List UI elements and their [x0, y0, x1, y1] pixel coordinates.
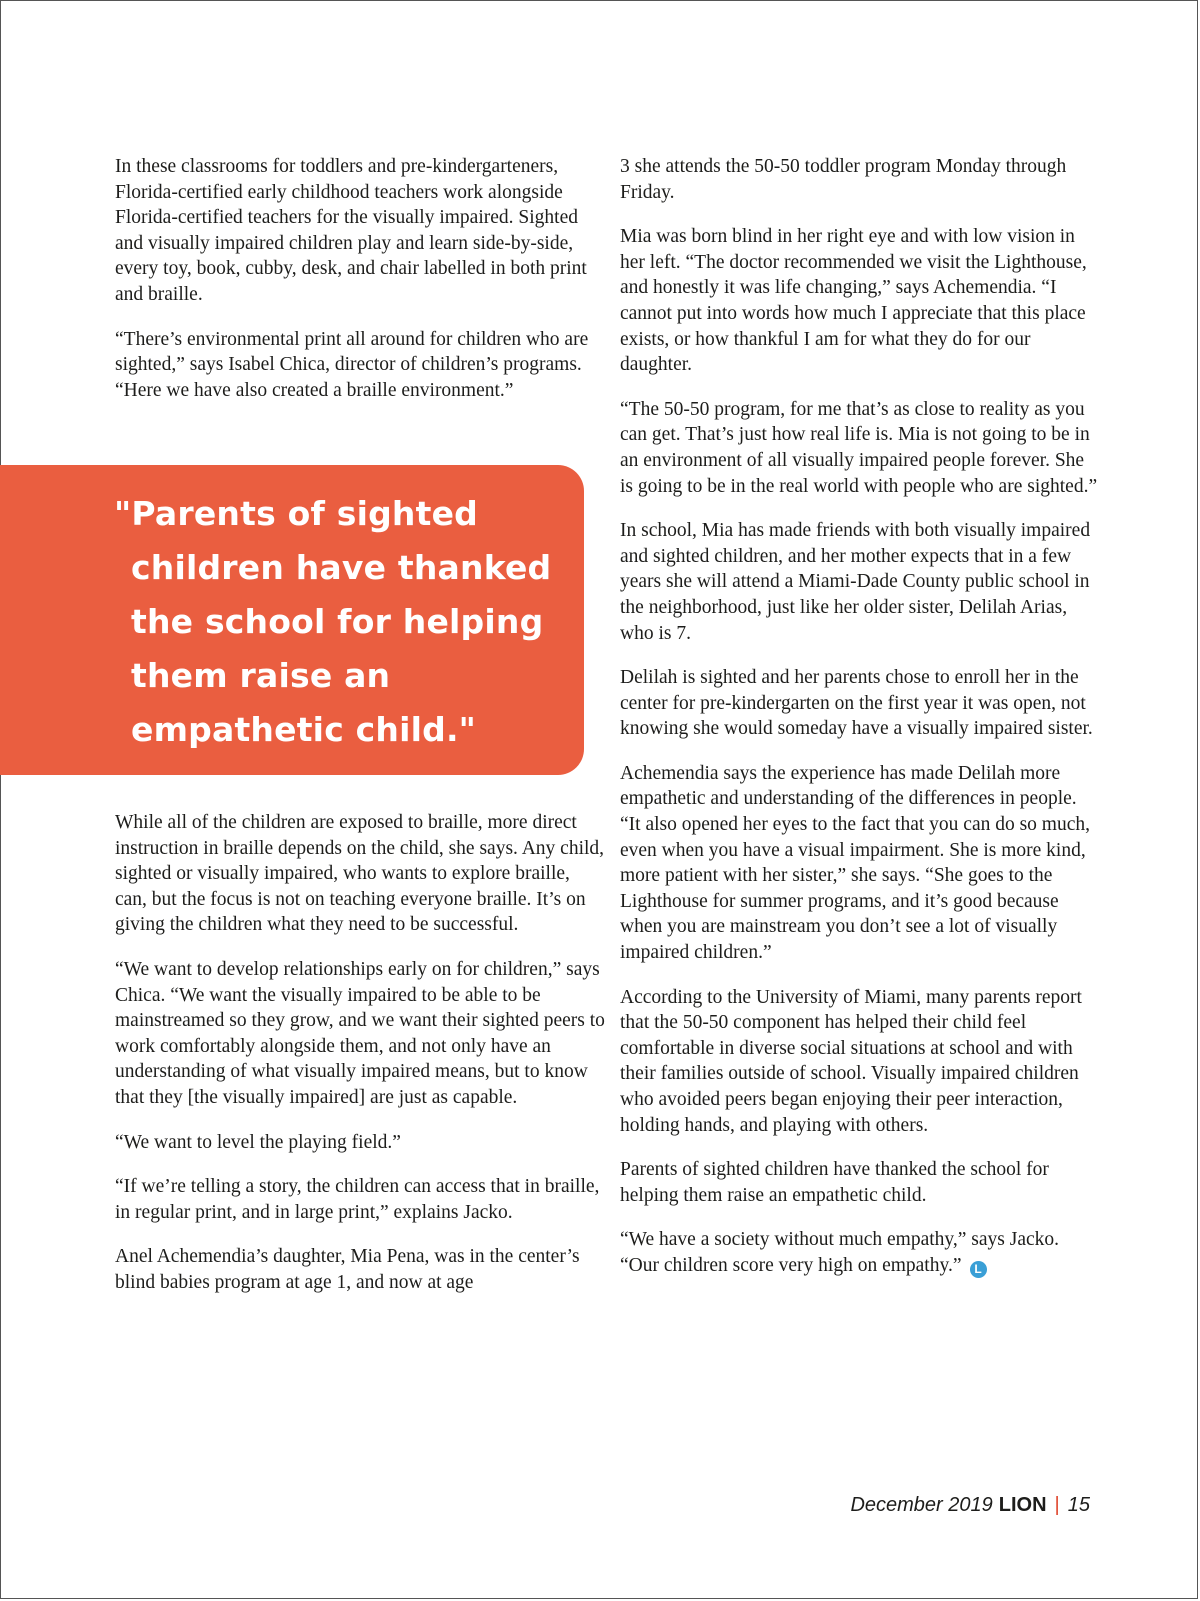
pull-quote-line: them raise an — [131, 656, 391, 695]
pull-quote-line: empathetic child." — [131, 710, 477, 749]
paragraph: While all of the children are exposed to braille, more direct instruction in braille depends on the child, she says. Any child, sighted or visually impaired, who wants to explore braille, can, but the focus is not on teaching everyone braille. It’s on giving the children what they need to be successful. — [115, 812, 605, 936]
paragraph: “We want to level the playing field.” — [115, 1131, 401, 1153]
paragraph: “If we’re telling a story, the children can access that in braille, in regular print, and in large print,” explains Jacko. — [115, 1176, 600, 1223]
pull-quote-line: "Parents of sighted — [114, 494, 478, 533]
issue-date: December 2019 — [850, 1494, 993, 1516]
article-column-left-top — [115, 154, 605, 422]
page-number: 15 — [1067, 1494, 1090, 1516]
article-column-right — [620, 154, 1100, 1298]
magazine-name: LION — [998, 1494, 1047, 1516]
paragraph: Mia was born blind in her right eye and with low vision in her left. “The doctor recommended we visit the Lighthouse, and honestly it was life changing,” says Achemendia. “I cannot put into words how much I appreciate that this place exists, or how thankful I am for what they do for our daughter. — [620, 226, 1087, 376]
page-footer — [850, 1494, 1090, 1517]
paragraph: Achemendia says the experience has made Delilah more empathetic and understanding of the differences in people. “It also opened her eyes to the fact that you can do so much, even when you have a visual impairment. She is more kind, more patient with her sister,” she says. “She goes to the Lighthouse for summer programs, and it’s good because when you are mainstream you don’t see a lot of visually impaired children.” — [620, 762, 1091, 964]
closing-paragraph — [620, 1227, 1100, 1278]
paragraph: 3 she attends the 50-50 toddler program Monday through Friday. — [620, 156, 1067, 203]
paragraph: “There’s environmental print all around for children who are sighted,” says Isabel Chica, director of children’s programs. “Here we have also created a braille environment.” — [115, 328, 589, 401]
article-column-left-bottom — [115, 810, 605, 1315]
lion-end-mark-icon: L — [970, 1261, 987, 1278]
paragraph: Delilah is sighted and her parents chose to enroll her in the center for pre-kindergarten on the first year it was open, not knowing she would someday have a visually impaired sister. — [620, 667, 1093, 740]
paragraph: “The 50-50 program, for me that’s as close to reality as you can get. That’s just how real life is. Mia is not going to be in an environment of all visually impaired people forever. She is going to be in the real world with people who are sighted.” — [620, 398, 1098, 497]
pull-quote-line: the school for helping — [131, 602, 544, 641]
pull-quote-line: children have thanked — [131, 548, 552, 587]
footer-separator: | — [1054, 1494, 1060, 1516]
paragraph: Parents of sighted children have thanked the school for helping them raise an empathetic child. — [620, 1159, 1049, 1206]
paragraph: “We want to develop relationships early on for children,” says Chica. “We want the visually impaired to be able to be mainstreamed so they grow, and we want their sighted peers to work comfortably alongside them, and not only have an understanding of what visually impaired means, but to know that they [the visually impaired] are just as capable. — [115, 958, 605, 1108]
paragraph: In school, Mia has made friends with both visually impaired and sighted children, and her mother expects that in a few years she will attend a Miami-Dade County public school in the neighborhood, just like her older sister, Delilah Arias, who is 7. — [620, 520, 1091, 644]
paragraph: According to the University of Miami, many parents report that the 50-50 component has helped their child feel comfortable in diverse social situations at school and with their families outside of school. Visually impaired children who avoided peers began enjoying their peer interaction, holding hands, and playing with others. — [620, 986, 1082, 1136]
paragraph: In these classrooms for toddlers and pre-kindergarteners, Florida-certified early childhood teachers work alongside Florida-certified teachers for the visually impaired. Sighted and visually impaired children play and learn side-by-side, every toy, book, cubby, desk, and chair labelled in both print and braille. — [115, 156, 587, 305]
paragraph: Anel Achemendia’s daughter, Mia Pena, was in the center’s blind babies program at age 1, and now at age — [115, 1246, 580, 1293]
pull-quote — [0, 465, 584, 775]
closing-text: “We have a society without much empathy,” says Jacko. “Our children score very high on empathy.” — [620, 1229, 1060, 1276]
